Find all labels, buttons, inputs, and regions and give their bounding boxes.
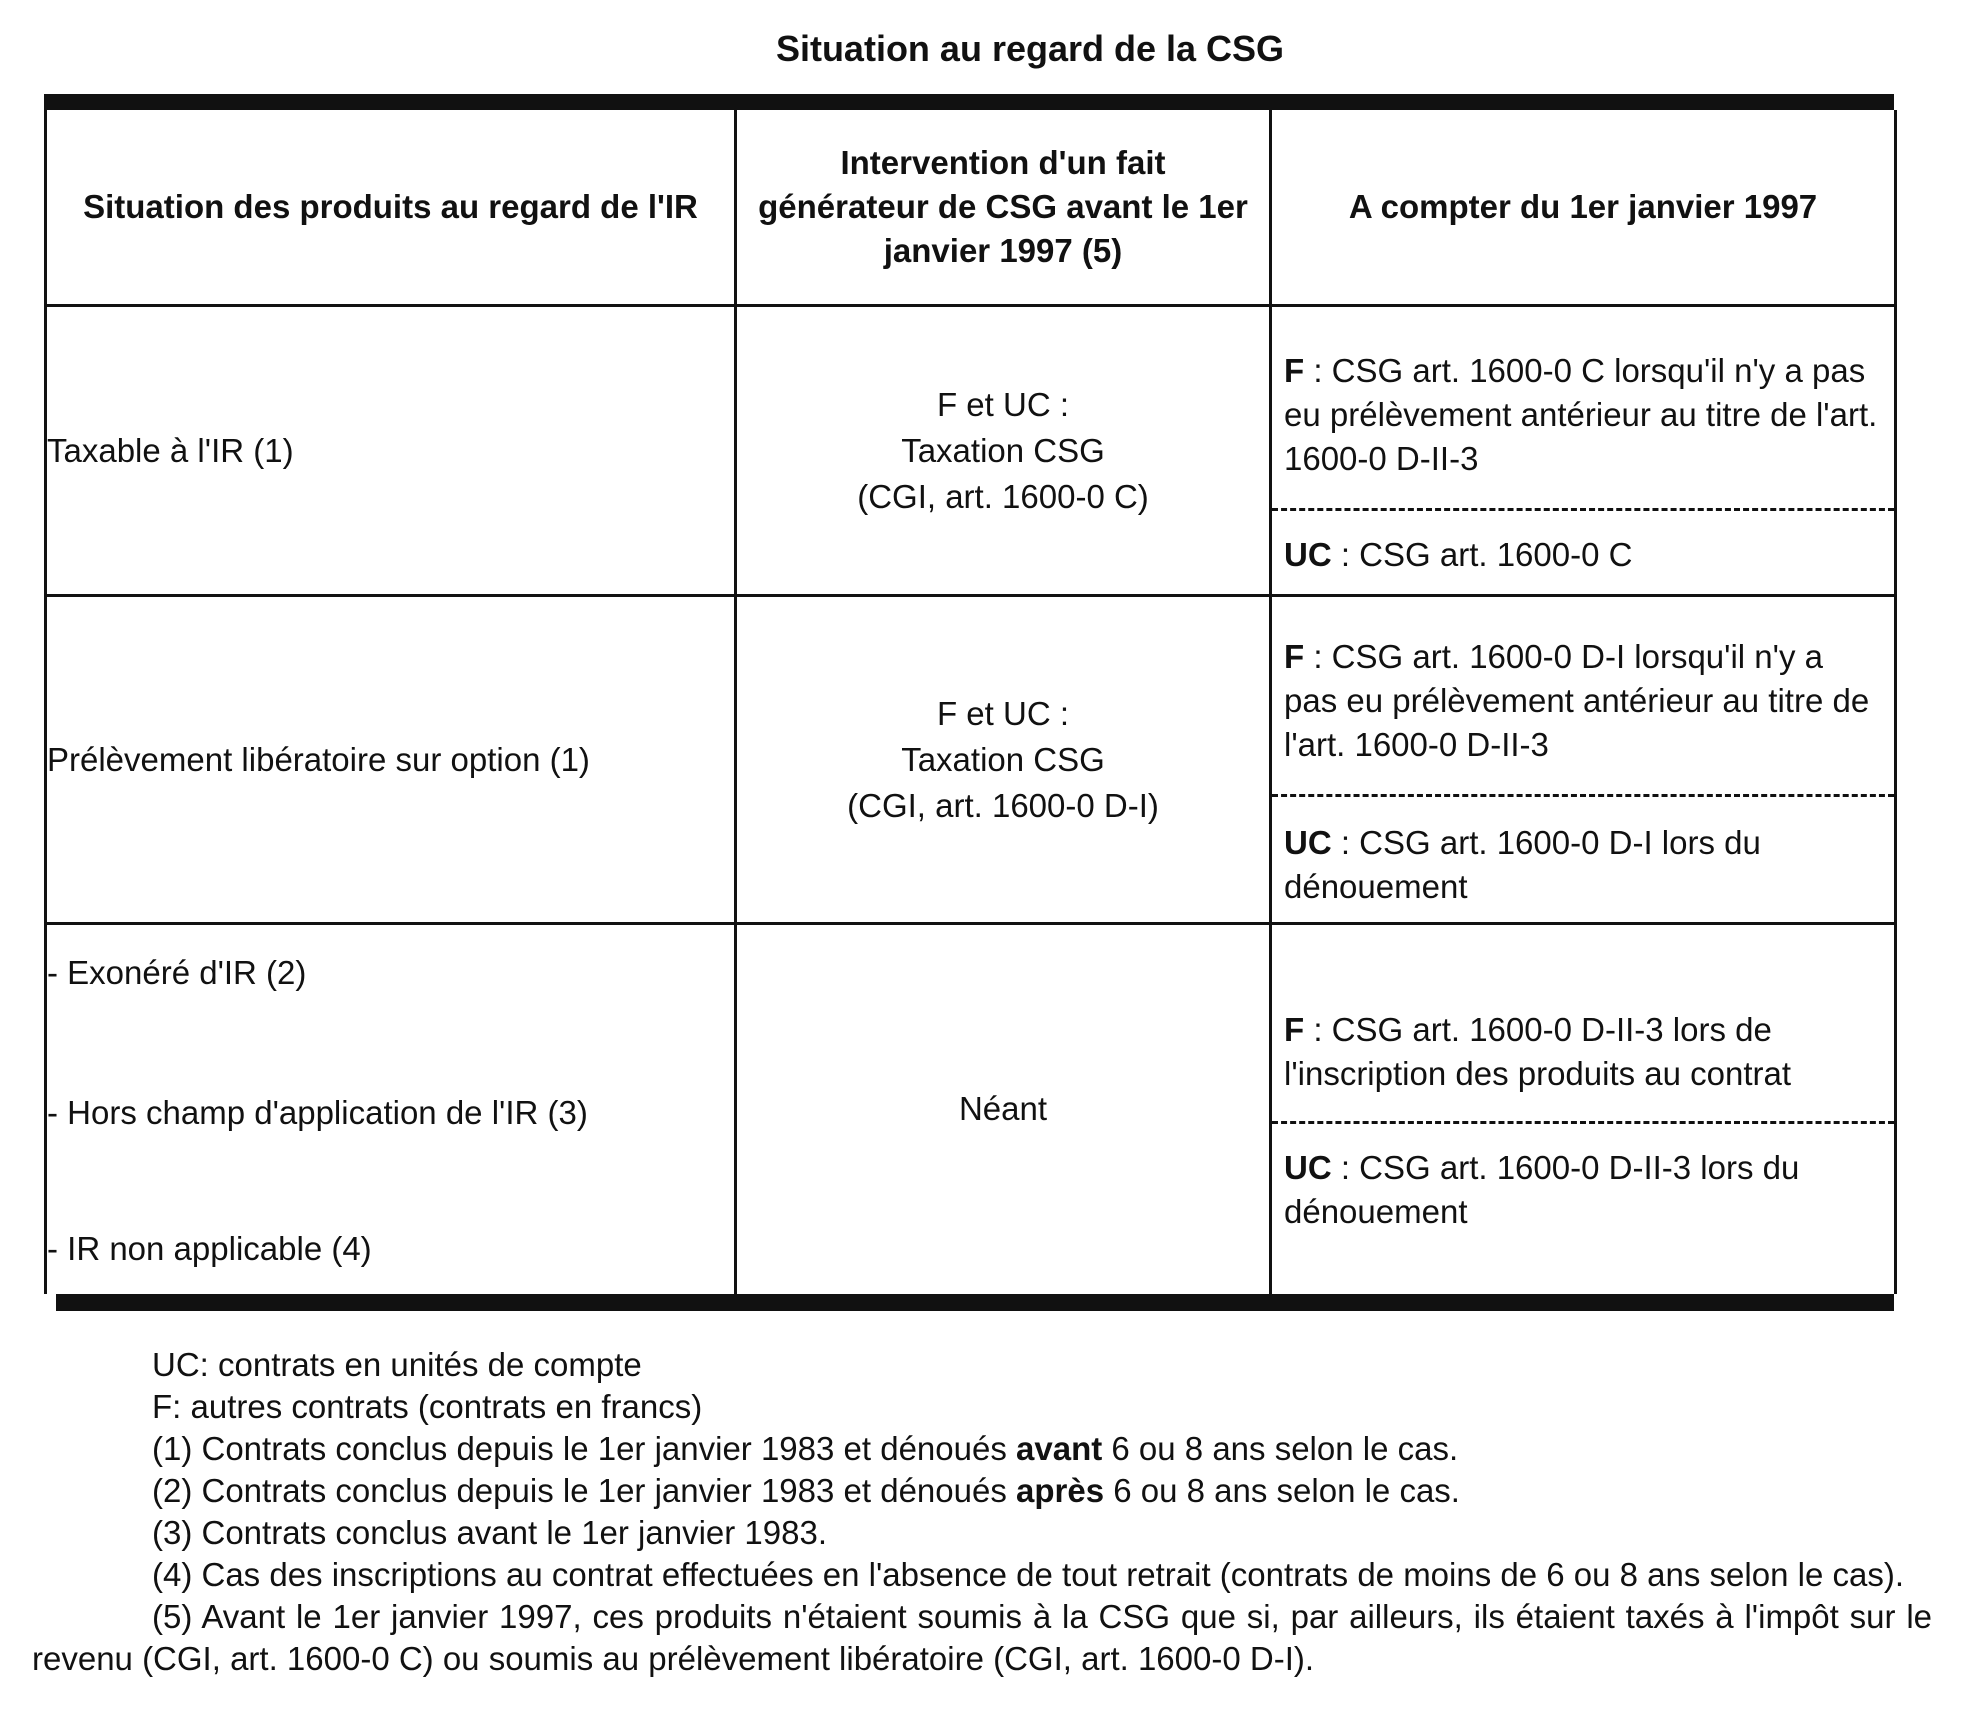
rule-text: : CSG art. 1600-0 D-II-3 lors du dénouement [1284, 1149, 1800, 1231]
before-1997-cell [736, 306, 1271, 596]
footnote-2 [32, 1470, 1932, 1512]
from-1997-cell [1271, 924, 1896, 1294]
rule-key: UC [1284, 535, 1332, 573]
rule-text: : CSG art. 1600-0 C [1331, 535, 1633, 573]
rule-text: : CSG art. 1600-0 D-I lors du dénouement [1284, 823, 1761, 905]
csg-table-container [44, 94, 1894, 1311]
footnote-3: (3) Contrats conclus avant le 1er janvier 1983. [152, 1514, 828, 1551]
footnote-text: (1) Contrats conclus depuis le 1er janvier 1983 et dénoués [152, 1430, 1017, 1467]
situation-text: Taxable à l'IR (1) [47, 431, 294, 469]
footnote-4: (4) Cas des inscriptions au contrat effectuées en l'absence de tout retrait (contrats de moins de 6 ou 8 ans selon le cas). [152, 1556, 1904, 1593]
rule-key: UC [1284, 1149, 1332, 1187]
rule-text: : CSG art. 1600-0 D-II-3 lors de l'inscription des produits au contrat [1284, 1011, 1792, 1093]
table-bottom-rule [56, 1294, 1894, 1311]
rule-uc [1272, 511, 1894, 577]
before-line: (CGI, art. 1600-0 D-I) [847, 786, 1159, 824]
rule-uc [1272, 1124, 1894, 1234]
footnote-uc: UC: contrats en unités de compte [152, 1346, 642, 1383]
rule-key: UC [1284, 823, 1332, 861]
footnotes [32, 1344, 1932, 1680]
situation-text: Prélèvement libératoire sur option (1) [47, 740, 590, 778]
before-1997-cell [736, 924, 1271, 1294]
footnote-5: (5) Avant le 1er janvier 1997, ces produits n'étaient soumis à la CSG que si, par ailleurs, ils étaient taxés à l'impôt sur le revenu (CGI, art. 1600-0 C) ou soumis au prélèvement libératoire (CGI, art. 1600-0 D-I). [32, 1598, 1932, 1677]
before-line: F et UC : [936, 385, 1070, 423]
rule-f [1272, 325, 1894, 511]
rule-text: : CSG art. 1600-0 C lorsqu'il n'y a pas eu prélèvement antérieur au titre de l'art. 1600-0 D-II-3 [1284, 351, 1878, 477]
footnote-text: 6 ou 8 ans selon le cas. [1102, 1430, 1459, 1467]
page-title: Situation au regard de la CSG [775, 28, 1285, 69]
header-from-1997: A compter du 1er janvier 1997 [1271, 110, 1896, 306]
header-before-1997: Intervention d'un fait générateur de CSG avant le 1er janvier 1997 (5) [736, 110, 1271, 306]
before-1997-cell [736, 596, 1271, 924]
rule-key: F [1284, 351, 1305, 389]
footnote-f: F: autres contrats (contrats en francs) [152, 1388, 703, 1425]
footnote-text: (2) Contrats conclus depuis le 1er janvier 1983 et dénoués [152, 1472, 1017, 1509]
situation-cell [46, 924, 736, 1294]
footnote-1 [32, 1428, 1932, 1470]
before-line: F et UC : [936, 694, 1070, 732]
rule-f [1272, 611, 1894, 797]
situation-text: - Hors champ d'application de l'IR (3) [47, 1094, 588, 1131]
situation-cell [46, 306, 736, 596]
rule-uc [1272, 797, 1894, 909]
before-line: Taxation CSG [901, 431, 1105, 469]
csg-table [44, 110, 1897, 1294]
table-row [46, 924, 1896, 1294]
from-1997-cell [1271, 596, 1896, 924]
rule-key: F [1284, 1011, 1305, 1049]
before-line: Néant [958, 1090, 1048, 1128]
footnote-text: 6 ou 8 ans selon le cas. [1104, 1472, 1460, 1509]
rule-key: F [1284, 637, 1305, 675]
situation-text: - Exonéré d'IR (2) [47, 954, 307, 991]
footnote-emphasis: après [1016, 1472, 1105, 1509]
before-line: (CGI, art. 1600-0 C) [857, 477, 1149, 515]
from-1997-cell [1271, 306, 1896, 596]
situation-text: - IR non applicable (4) [47, 1230, 372, 1267]
header-situation-ir: Situation des produits au regard de l'IR [46, 110, 736, 306]
before-line: Taxation CSG [901, 740, 1105, 778]
footnote-emphasis: avant [1016, 1430, 1103, 1467]
rule-f [1272, 984, 1894, 1124]
header-row [46, 110, 1896, 306]
table-top-rule [44, 94, 1894, 110]
table-row [46, 306, 1896, 596]
situation-cell [46, 596, 736, 924]
rule-text: : CSG art. 1600-0 D-I lorsqu'il n'y a pas eu prélèvement antérieur au titre de l'art. 1600-0 D-II-3 [1284, 637, 1870, 763]
table-row [46, 596, 1896, 924]
